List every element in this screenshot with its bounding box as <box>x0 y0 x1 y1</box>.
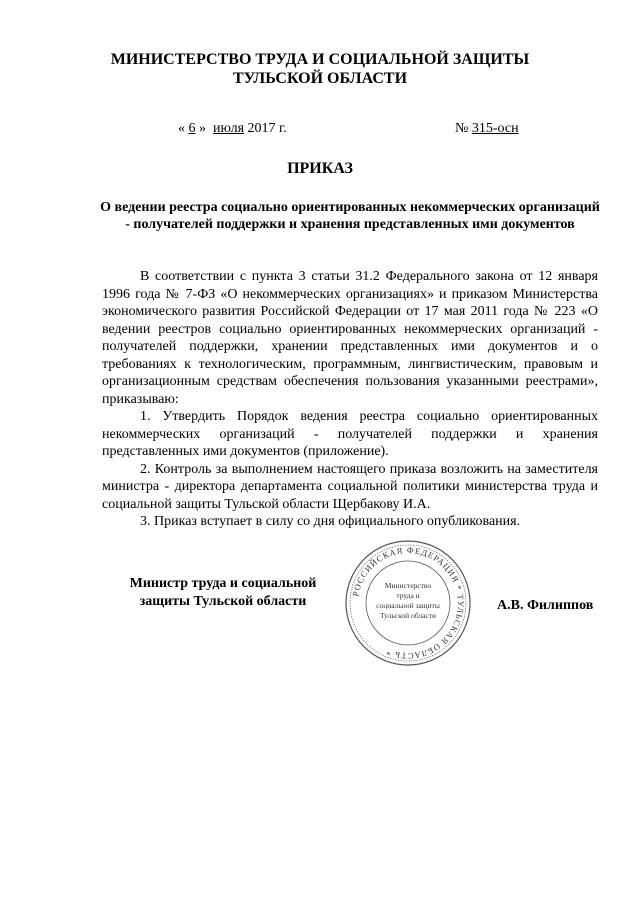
body-item-1: 1. Утвердить Порядок ведения реестра социально ориентированных некоммерческих организаций - получателей поддержки и хранения представленных ими документов (приложение). <box>102 409 598 459</box>
signatory-title-line2: защиты Тульской области <box>139 594 307 609</box>
seal-outer-text: РОССИЙСКАЯ ФЕДЕРАЦИЯ * ТУЛЬСКАЯ ОБЛАСТЬ * <box>350 544 467 662</box>
ministry-header-line1: МИНИСТЕРСТВО ТРУДА И СОЦИАЛЬНОЙ ЗАЩИТЫ <box>110 51 530 68</box>
date-open-quote: « <box>178 121 185 136</box>
date-close-quote: » <box>199 121 206 136</box>
order-subject: О ведении реестра социально ориентированных некоммерческих организаций - получателей поддержки и хранения представленных ими документов <box>100 200 600 232</box>
seal-inner-line1: Министерство <box>384 581 432 590</box>
date-year: 2017 г. <box>247 121 287 136</box>
signatory-title <box>112 575 334 611</box>
signatory-title-line1: Министр труда и социальной <box>129 576 317 591</box>
seal-inner-line3: социальной защиты <box>376 601 440 610</box>
seal-inner-line2: труда и <box>396 591 420 600</box>
body-intro-paragraph: В соответствии с пункта 3 статьи 31.2 Федерального закона от 12 января 1996 года № 7-ФЗ «О некоммерческих организациях» и приказом Министерства экономического развития Российской Федерации от 17 мая 2011 года № 223 «О ведении реестров социально ориентированных некоммерческих организаций - получателей поддержки, хранении представленных ими документов и о требованиях к технологическим, программным, лингвистическим, правовым и организационным средствам обеспечения пользования указанными реестрами», приказываю: <box>102 269 598 407</box>
ministry-header <box>0 50 640 88</box>
ministry-header-line2: ТУЛЬСКОЙ ОБЛАСТИ <box>232 70 408 87</box>
body-item-3: 3. Приказ вступает в силу со дня официального опубликования. <box>140 514 521 529</box>
order-number-value: 315-осн <box>471 121 519 136</box>
date-day: 6 <box>188 121 196 136</box>
order-body <box>102 268 598 531</box>
date-month: июля <box>213 121 245 136</box>
signature-block <box>0 544 640 695</box>
order-date <box>178 121 287 137</box>
order-title: ПРИКАЗ <box>287 160 353 177</box>
date-number-line <box>0 121 640 141</box>
order-number-prefix: № <box>455 121 469 136</box>
signatory-name: А.В. Филиппов <box>497 598 594 613</box>
official-seal <box>343 538 473 668</box>
order-number <box>455 121 519 137</box>
seal-inner-line4: Тульской области <box>379 611 437 620</box>
body-item-2: 2. Контроль за выполнением настоящего приказа возложить на заместителя министра - директора департамента социальной политики министерства труда и социальной защиты Тульской области Щербакову И.А. <box>102 461 598 512</box>
